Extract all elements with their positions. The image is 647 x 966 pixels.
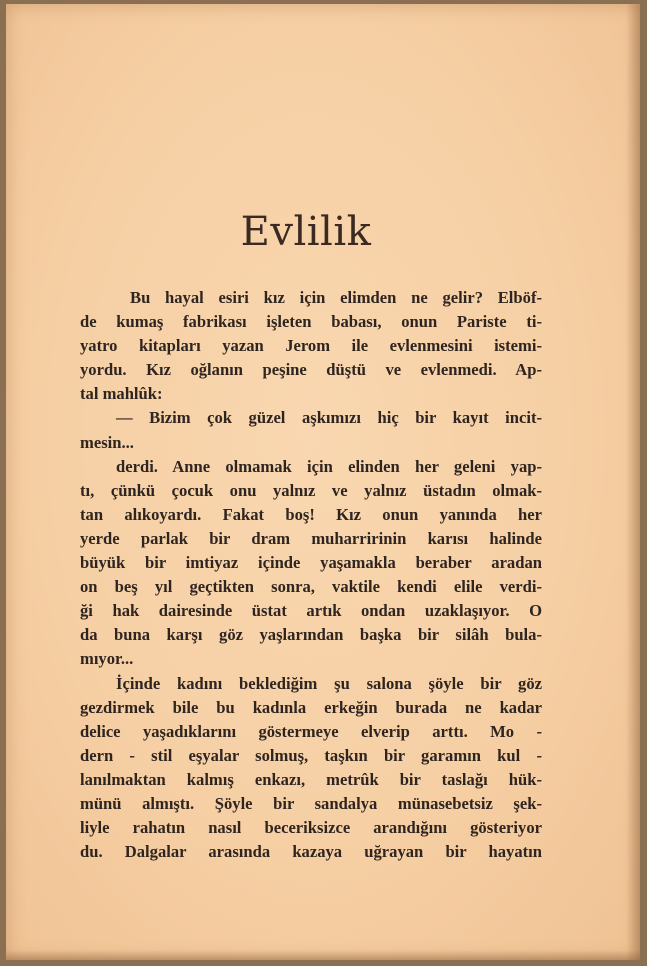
page-edge-shadow [626, 4, 640, 960]
page-bottom-edge-shadow [6, 950, 640, 960]
text-line: ği hak dairesinde üstat artık ondan uzaklaşıyor. O [80, 601, 542, 621]
text-line: on beş yıl geçtikten sonra, vaktile kendi elile verdi- [80, 577, 542, 597]
text-line: büyük bir imtiyaz içinde yaşamakla beraber aradan [80, 553, 542, 573]
text-line: tal mahlûk: [80, 384, 163, 404]
text-line: — Bizim çok güzel aşkımızı hiç bir kayıt incit- [116, 408, 542, 428]
text-line: yatro kitapları yazan Jerom ile evlenmesini istemi- [80, 336, 542, 356]
text-line: mesin... [80, 432, 134, 452]
text-line: tan alıkoyardı. Fakat boş! Kız onun yanında her [80, 504, 542, 524]
text-line: delice yaşadıklarını göstermeye elverip arttı. Mo - [80, 721, 542, 741]
text-line: dern - stil eşyalar solmuş, taşkın bir garamın kul - [80, 745, 542, 765]
text-line: da buna karşı göz yaşlarından başka bir silâh bula- [80, 625, 542, 645]
text-line: du. Dalgalar arasında kazaya uğrayan bir hayatın [80, 842, 542, 862]
book-page [6, 4, 640, 960]
text-line: münü almıştı. Şöyle bir sandalya münasebetsiz şek- [80, 793, 542, 813]
text-line: mıyor... [80, 649, 134, 669]
text-line: de kumaş fabrikası işleten babası, onun Pariste ti- [80, 312, 542, 332]
text-line: liyle rahatın nasıl beceriksizce arandığını gösteriyor [80, 818, 542, 838]
text-line: lanılmaktan kalmış enkazı, metrûk bir taslağı hük- [80, 769, 542, 789]
text-line: yerde parlak bir dram muharririnin karısı halinde [80, 528, 542, 548]
text-line: yordu. Kız oğlanın peşine düştü ve evlenmedi. Ap- [80, 360, 542, 380]
text-line: derdi. Anne olmamak için elinden her geleni yap- [116, 456, 542, 476]
text-line: Bu hayal esiri kız için elimden ne gelir? Elböf- [130, 288, 542, 307]
chapter-title: Evlilik [240, 209, 372, 255]
text-line: İçinde kadını beklediğim şu salona şöyle bir göz [116, 673, 542, 693]
chapter-body [80, 286, 542, 864]
text-line: tı, çünkü çocuk onu yalnız ve yalnız üstadın olmak- [80, 480, 542, 500]
text-line: gezdirmek bile bu kadınla erkeğin burada ne kadar [80, 697, 542, 717]
